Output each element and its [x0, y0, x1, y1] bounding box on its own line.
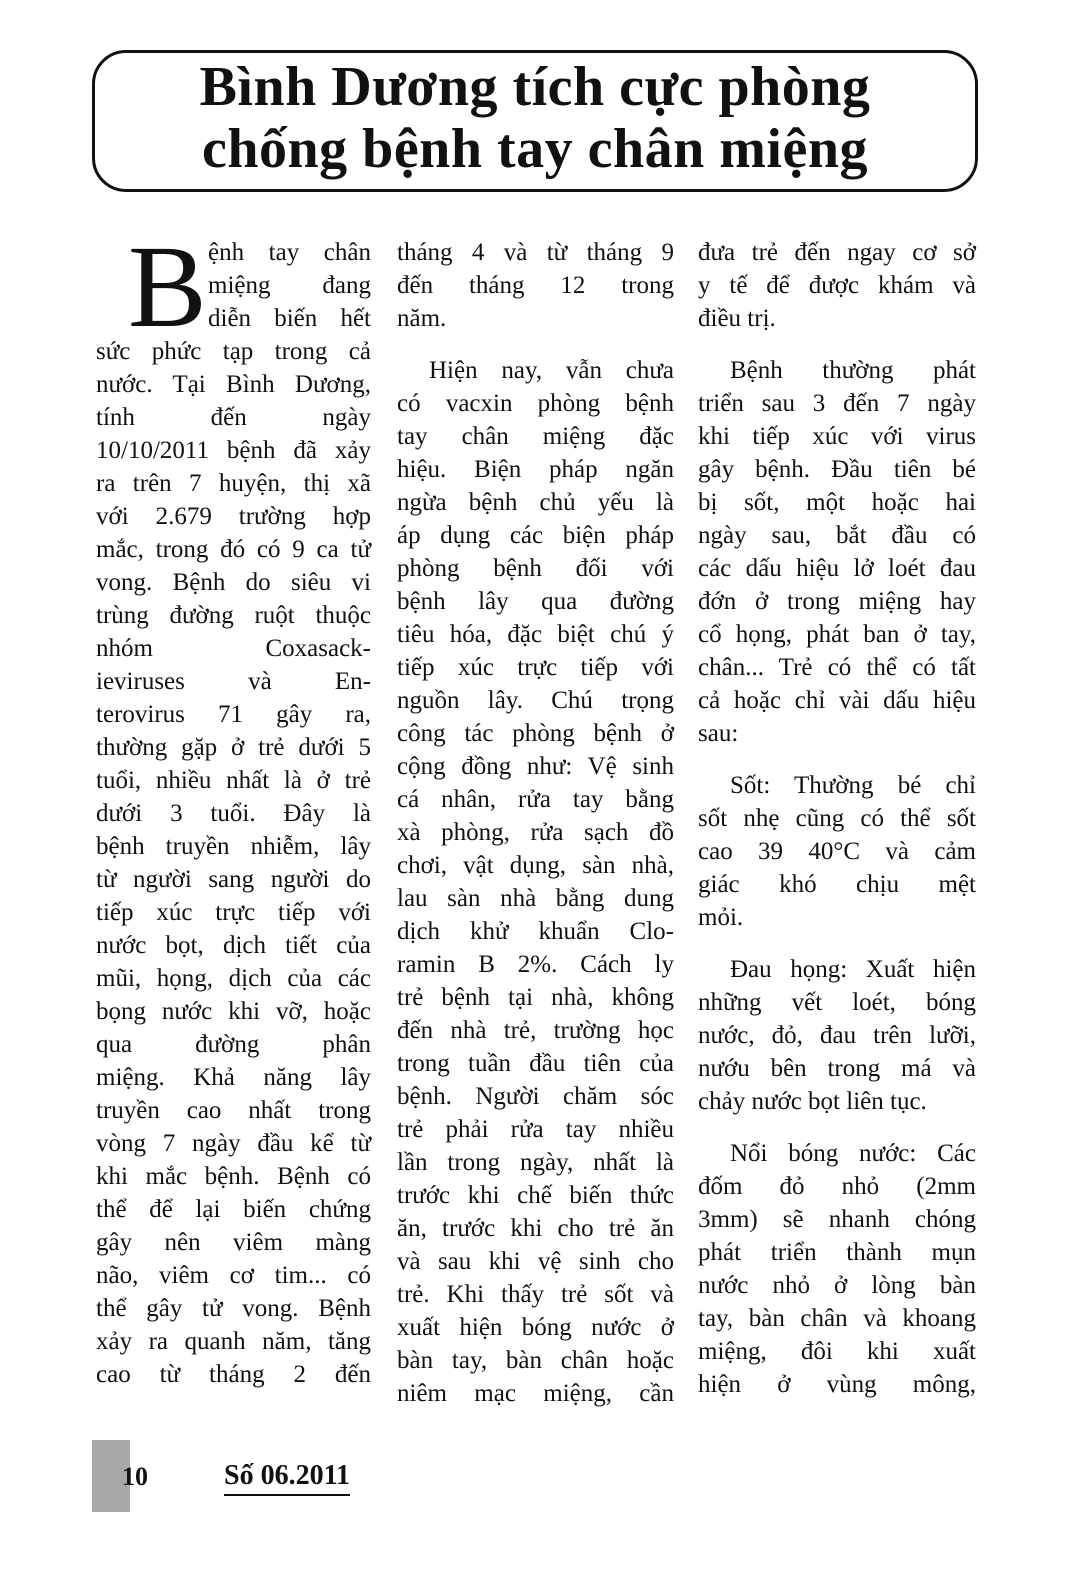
- text-line: khi mắc bệnh. Bệnh có: [96, 1163, 371, 1190]
- text-line: ngừa bệnh chủ yếu là: [397, 489, 674, 516]
- column-3: [698, 236, 976, 1420]
- text-line: tuổi, nhiều nhất là ở trẻ: [96, 767, 371, 794]
- text-line: phát triển thành mụn: [698, 1239, 976, 1266]
- text-line: và sau khi vệ sinh cho: [397, 1248, 674, 1275]
- text-line: trẻ. Khi thấy trẻ sốt và: [397, 1281, 674, 1308]
- text-line: tiêu hóa, đặc biệt chú ý: [397, 621, 674, 648]
- text-line: nguồn lây. Chú trọng: [397, 687, 674, 714]
- title-line-1: Bình Dương tích cực phòng: [199, 56, 871, 118]
- text-line: từ người sang người do: [96, 866, 371, 893]
- text-line: cá nhân, rửa tay bằng: [397, 786, 674, 813]
- text-line: hiện ở vùng mông,: [698, 1371, 976, 1398]
- paragraph: [698, 354, 976, 750]
- text-line: khi tiếp xúc với virus: [698, 423, 976, 450]
- text-line: năm.: [397, 305, 447, 332]
- text-line: trước khi chế biến thức: [397, 1182, 674, 1209]
- text-line: nhóm Coxasack-: [96, 635, 371, 662]
- text-line: Sốt: Thường bé chỉ: [730, 772, 976, 799]
- text-line: thường gặp ở trẻ dưới 5: [96, 734, 371, 761]
- paragraph: [698, 769, 976, 934]
- text-line: bàn tay, bàn chân hoặc: [397, 1347, 674, 1374]
- text-line: sức phức tạp trong cả: [96, 338, 371, 365]
- text-line: đưa trẻ đến ngay cơ sở: [698, 239, 976, 266]
- text-line: trẻ phải rửa tay nhiều: [397, 1116, 674, 1143]
- text-line: diễn biến hết: [208, 305, 371, 332]
- text-line: tay chân miệng đặc: [397, 423, 674, 450]
- text-line: Đau họng: Xuất hiện: [730, 956, 976, 983]
- article-title: [92, 56, 978, 180]
- text-line: tháng 4 và từ tháng 9: [397, 239, 674, 266]
- title-line-2: chống bệnh tay chân miệng: [202, 118, 868, 180]
- text-line: gây nên viêm màng: [96, 1229, 371, 1256]
- text-line: vong. Bệnh do siêu vi: [96, 569, 371, 596]
- text-line: ệnh tay chân: [208, 239, 371, 266]
- paragraph: [698, 1137, 976, 1401]
- text-line: nướu bên trong má và: [698, 1055, 976, 1082]
- text-line: trẻ bệnh tại nhà, không: [397, 984, 674, 1011]
- text-line: điều trị.: [698, 305, 776, 332]
- text-line: y tế để được khám và: [698, 272, 976, 299]
- paragraph: [397, 354, 674, 1410]
- text-line: đốm đỏ nhỏ (2mm: [698, 1173, 976, 1200]
- text-line: Hiện nay, vẫn chưa: [429, 357, 674, 384]
- text-line: 10/10/2011 bệnh đã xảy: [96, 437, 371, 464]
- text-line: dịch khử khuẩn Clo-: [397, 918, 674, 945]
- column-2: [397, 236, 674, 1429]
- text-line: mắc, trong đó có 9 ca tử: [96, 536, 371, 563]
- issue-label: Số 06.2011: [224, 1460, 350, 1496]
- text-line: truyền cao nhất trong: [96, 1097, 371, 1124]
- text-line: cao 39 40°C và cảm: [698, 838, 976, 865]
- text-line: nước nhỏ ở lòng bàn: [698, 1272, 976, 1299]
- text-line: những vết loét, bóng: [698, 989, 976, 1016]
- text-line: dưới 3 tuổi. Đây là: [96, 800, 371, 827]
- text-line: miệng. Khả năng lây: [96, 1064, 371, 1091]
- text-line: phòng bệnh đối với: [397, 555, 674, 582]
- column-1: [96, 236, 371, 1410]
- paragraph: [96, 236, 371, 1391]
- text-line: niêm mạc miệng, cần: [397, 1380, 674, 1407]
- text-line: sốt nhẹ cũng có thể sốt: [698, 805, 976, 832]
- text-line: miệng, đôi khi xuất: [698, 1338, 976, 1365]
- paragraph: [397, 236, 674, 335]
- text-line: chân... Trẻ có thể có tất: [698, 654, 976, 681]
- text-line: mỏi.: [698, 904, 744, 931]
- text-line: đến tháng 12 trong: [397, 272, 674, 299]
- text-line: trùng đường ruột thuộc: [96, 602, 371, 629]
- page-number: 10: [122, 1462, 148, 1491]
- text-line: xuất hiện bóng nước ở: [397, 1314, 674, 1341]
- text-line: ăn, trước khi cho trẻ ăn: [397, 1215, 674, 1242]
- text-line: có vacxin phòng bệnh: [397, 390, 674, 417]
- text-line: nước. Tại Bình Dương,: [96, 371, 371, 398]
- text-line: ngày sau, bắt đầu có: [698, 522, 976, 549]
- text-line: chảy nước bọt liên tục.: [698, 1088, 927, 1115]
- paragraph: [698, 953, 976, 1118]
- text-line: nước, đỏ, đau trên lưỡi,: [698, 1022, 976, 1049]
- text-line: nước bọt, dịch tiết của: [96, 932, 371, 959]
- text-line: công tác phòng bệnh ở: [397, 720, 674, 747]
- text-line: não, viêm cơ tim... có: [96, 1262, 371, 1289]
- drop-cap: B: [128, 221, 207, 352]
- text-line: ramin B 2%. Cách ly: [397, 951, 674, 978]
- text-line: tính đến ngày: [96, 404, 371, 431]
- text-line: bệnh truyền nhiễm, lây: [96, 833, 371, 860]
- text-line: miệng đang: [208, 272, 371, 299]
- text-line: ieviruses và En-: [96, 668, 371, 695]
- text-line: triển sau 3 đến 7 ngày: [698, 390, 976, 417]
- text-line: bệnh lây qua đường: [397, 588, 674, 615]
- text-line: giác khó chịu mệt: [698, 871, 976, 898]
- text-line: tiếp xúc trực tiếp với: [397, 654, 674, 681]
- text-line: cộng đồng như: Vệ sinh: [397, 753, 674, 780]
- text-line: xà phòng, rửa sạch đồ: [397, 819, 674, 846]
- text-line: trong tuần đầu tiên của: [397, 1050, 674, 1077]
- text-line: hiệu. Biện pháp ngăn: [397, 456, 674, 483]
- text-line: bệnh. Người chăm sóc: [397, 1083, 674, 1110]
- text-line: với 2.679 trường hợp: [96, 503, 371, 530]
- text-line: thể gây tử vong. Bệnh: [96, 1295, 371, 1322]
- text-line: áp dụng các biện pháp: [397, 522, 674, 549]
- text-line: xảy ra quanh năm, tăng: [96, 1328, 371, 1355]
- text-line: cả hoặc chỉ vài dấu hiệu: [698, 687, 976, 714]
- text-line: 3mm) sẽ nhanh chóng: [698, 1206, 976, 1233]
- text-line: lau sàn nhà bằng dung: [397, 885, 674, 912]
- text-line: vòng 7 ngày đầu kể từ: [96, 1130, 371, 1157]
- text-line: tiếp xúc trực tiếp với: [96, 899, 371, 926]
- text-line: bọng nước khi vỡ, hoặc: [96, 998, 371, 1025]
- text-line: đến nhà trẻ, trường học: [397, 1017, 674, 1044]
- text-line: terovirus 71 gây ra,: [96, 701, 371, 728]
- text-line: gây bệnh. Đầu tiên bé: [698, 456, 976, 483]
- text-line: cổ họng, phát ban ở tay,: [698, 621, 976, 648]
- text-line: cao từ tháng 2 đến: [96, 1361, 371, 1388]
- text-line: thể để lại biến chứng: [96, 1196, 371, 1223]
- text-line: qua đường phân: [96, 1031, 371, 1058]
- text-line: bị sốt, một hoặc hai: [698, 489, 976, 516]
- text-line: tay, bàn chân và khoang: [698, 1305, 976, 1332]
- text-line: các dấu hiệu lở loét đau: [698, 555, 976, 582]
- paragraph: [698, 236, 976, 335]
- text-line: chơi, vật dụng, sàn nhà,: [397, 852, 674, 879]
- text-line: Bệnh thường phát: [730, 357, 976, 384]
- text-line: Nổi bóng nước: Các: [730, 1140, 976, 1167]
- text-line: mũi, họng, dịch của các: [96, 965, 371, 992]
- text-line: lần trong ngày, nhất là: [397, 1149, 674, 1176]
- text-line: đớn ở trong miệng hay: [698, 588, 976, 615]
- text-line: ra trên 7 huyện, thị xã: [96, 470, 371, 497]
- text-line: sau:: [698, 720, 739, 747]
